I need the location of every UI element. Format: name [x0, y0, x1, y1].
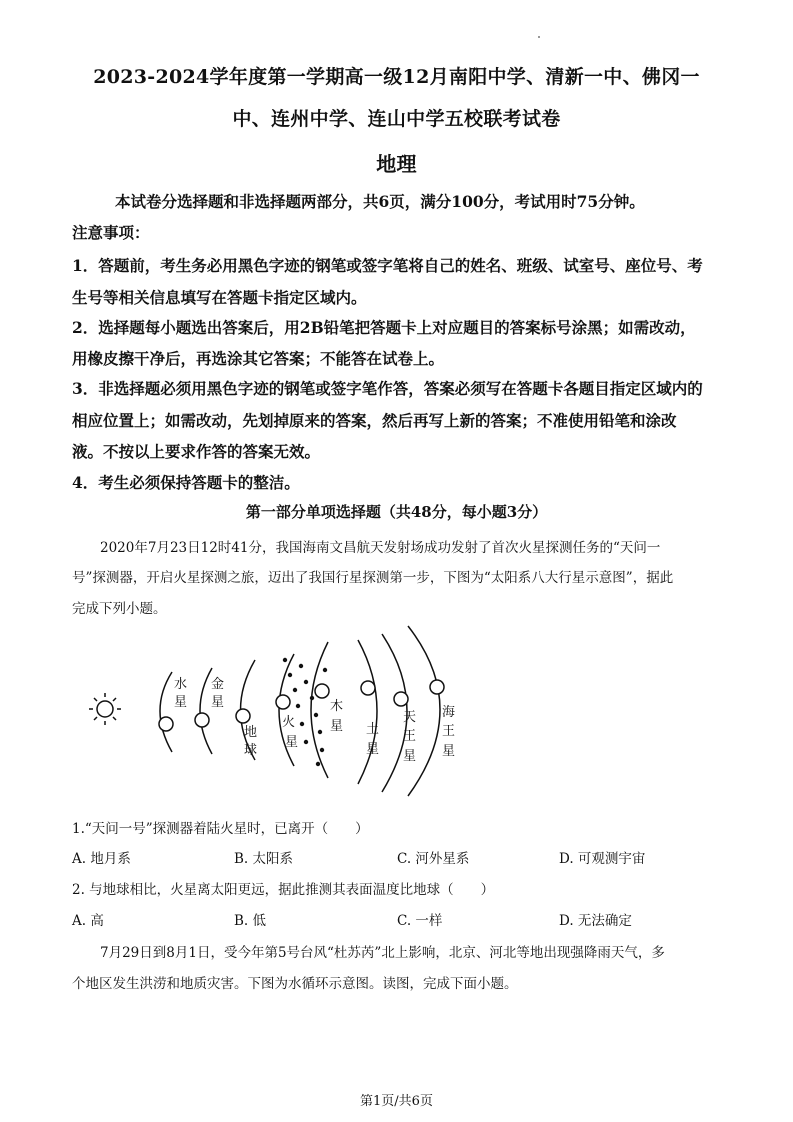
label-neptune: 王	[442, 724, 456, 739]
question-2-stem: 2. 与地球相比，火星离太阳更远，据此推测其表面温度比地球（ ）	[72, 882, 495, 898]
subject-title: 地理	[376, 152, 417, 176]
planet-saturn	[361, 681, 375, 695]
label-jupiter: 木	[330, 699, 344, 714]
exam-intro: 本试卷分选择题和非选择题两部分，共6页，满分100分，考试用时75分钟。	[115, 192, 645, 211]
label-venus: 星	[211, 695, 225, 710]
orbit-mercury	[160, 672, 172, 752]
notice-heading: 注意事项：	[72, 223, 150, 242]
label-mars: 火	[282, 715, 296, 730]
label-earth: 地	[244, 725, 258, 740]
question-1-option-c: C. 河外星系	[397, 851, 470, 867]
passage1-line: 号”探测器，开启火星探测之旅，迈出了我国行星探测第一步，下图为“太阳系八大行星示意图”，据此	[72, 570, 674, 586]
orbit-jupiter	[311, 642, 328, 778]
question-1-option-d: D. 可观测宇宙	[559, 851, 646, 867]
exam-title-line-1: 2023-2024学年度第一学期高一级12月南阳中学、清新一中、佛冈一	[93, 66, 700, 88]
label-saturn: 土	[366, 722, 380, 737]
label-venus: 金	[211, 677, 225, 692]
label-neptune: 星	[442, 744, 456, 759]
passage2-line: 7月29日到8月1日，受今年第5号台风“杜苏芮”北上影响，北京、河北等地出现强降雨天气，多	[100, 945, 665, 961]
planet-uranus	[394, 692, 408, 706]
notice-line: 用橡皮擦干净后，再选涂其它答案；不能答在试卷上。	[72, 349, 445, 368]
label-uranus: 天	[403, 710, 417, 725]
planet-jupiter	[315, 684, 329, 698]
label-mars: 星	[285, 735, 299, 750]
question-2-option-b: B. 低	[234, 913, 267, 929]
page-footer: 第1页/共6页	[360, 1094, 433, 1109]
label-saturn: 星	[366, 742, 380, 757]
passage1-line: 完成下列小题。	[72, 601, 167, 617]
question-2-option-a: A. 高	[72, 913, 104, 929]
question-1-option-a: A. 地月系	[72, 851, 131, 867]
passage1-line: 2020年7月23日12时41分，我国海南文昌航天发射场成功发射了首次火星探测任务的“天问一	[100, 540, 661, 556]
notice-line: 1．答题前，考生务必用黑色字迹的钢笔或签字笔将自己的姓名、班级、试室号、座位号、考	[72, 256, 703, 275]
planet-venus	[195, 713, 209, 727]
question-1-stem: 1.“天问一号”探测器着陆火星时，已离开（ ）	[72, 821, 369, 837]
planet-neptune	[430, 680, 444, 694]
notice-line: 2．选择题每小题选出答案后，用2B铅笔把答题卡上对应题目的答案标号涂黑；如需改动，	[72, 318, 696, 337]
solar-system-diagram	[80, 620, 500, 805]
passage2-line: 个地区发生洪涝和地质灾害。下图为水循环示意图。读图，完成下面小题。	[72, 976, 518, 992]
notice-line: 相应位置上；如需改动，先划掉原来的答案，然后再写上新的答案；不准使用铅笔和涂改	[72, 411, 677, 430]
exam-title-line-2: 中、连州中学、连山中学五校联考试卷	[232, 108, 561, 130]
notice-line: 液。不按以上要求作答的答案无效。	[72, 442, 321, 461]
question-1-option-b: B. 太阳系	[234, 851, 294, 867]
orbit-saturn	[358, 640, 380, 784]
section-title: 第一部分单项选择题（共48分，每小题3分）	[245, 503, 548, 521]
label-earth: 球	[244, 743, 258, 758]
question-2-option-d: D. 无法确定	[559, 913, 632, 929]
notice-line: 生号等相关信息填写在答题卡指定区域内。	[72, 288, 367, 307]
planet-mars	[276, 695, 290, 709]
speck	[538, 36, 540, 38]
notice-line: 3．非选择题必须用黑色字迹的钢笔或签字笔作答，答案必须写在答题卡各题目指定区域内的	[72, 379, 703, 398]
question-2-option-c: C. 一样	[397, 913, 443, 929]
label-jupiter: 星	[330, 719, 344, 734]
sun-icon	[89, 693, 121, 725]
label-uranus: 王	[403, 729, 417, 744]
notice-line: 4．考生必须保持答题卡的整洁。	[72, 473, 300, 492]
planet-earth	[236, 709, 250, 723]
label-mercury: 水	[174, 677, 188, 692]
label-mercury: 星	[174, 695, 188, 710]
planet-mercury	[159, 717, 173, 731]
label-uranus: 星	[403, 749, 417, 764]
label-neptune: 海	[442, 705, 456, 720]
